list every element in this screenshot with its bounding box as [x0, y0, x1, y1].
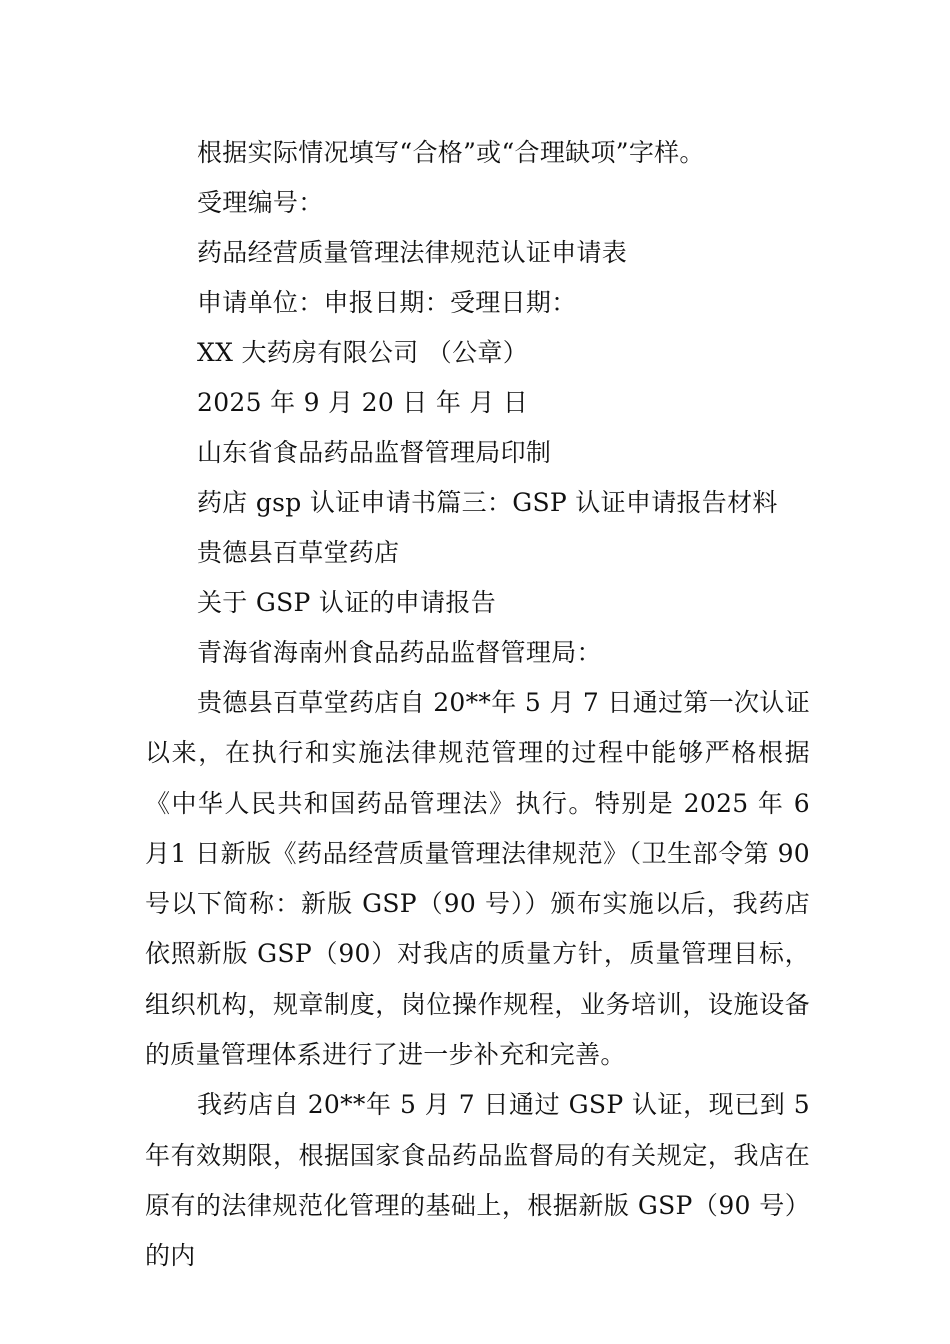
text-line: 贵德县百草堂药店: [197, 538, 400, 567]
text-line: 药品经营质量管理法律规范认证申请表: [197, 238, 628, 267]
text-line: 受理编号：: [197, 188, 324, 217]
text-line: 申请单位：申报日期：受理日期：: [197, 288, 577, 317]
document-body: [145, 128, 810, 1282]
text-line: 根据实际情况填写“合格”或“合理缺项”字样。: [197, 138, 705, 167]
text-line: 2025 年 9 月 20 日 年 月 日: [197, 388, 529, 417]
body-paragraph: 我药店自 20**年 5 月 7 日通过 GSP 认证，现已到 5 年有效期限，根据国家食品药品监督局的有关规定，我店在原有的法律规范化管理的基础上，根据新版 GSP（90 号）的内: [145, 1090, 810, 1271]
text-line: XX 大药房有限公司 （公章）: [197, 338, 528, 367]
text-line: 药店 gsp 认证申请书篇三：GSP 认证申请报告材料: [197, 488, 778, 517]
text-line: 关于 GSP 认证的申请报告: [197, 588, 497, 617]
body-paragraph: 贵德县百草堂药店自 20**年 5 月 7 日通过第一次认证以来，在执行和实施法律规范管理的过程中能够严格根据《中华人民共和国药品管理法》执行。特别是 2025 年 6 月1 日新版《药品经营质量管理法律规范》（卫生部令第 90号以下简称：新版 GSP（90 号））颁布实施以后，我药店依照新版 GSP（90）对我店的质量方针，质量管理目标，组织机构，规章制度，岗位操作规程，业务培训，设施设备的质量管理体系进行了进一步补充和完善。: [145, 688, 810, 1070]
text-line: 青海省海南州食品药品监督管理局：: [197, 638, 602, 667]
text-line: 山东省食品药品监督管理局印制: [197, 438, 552, 467]
